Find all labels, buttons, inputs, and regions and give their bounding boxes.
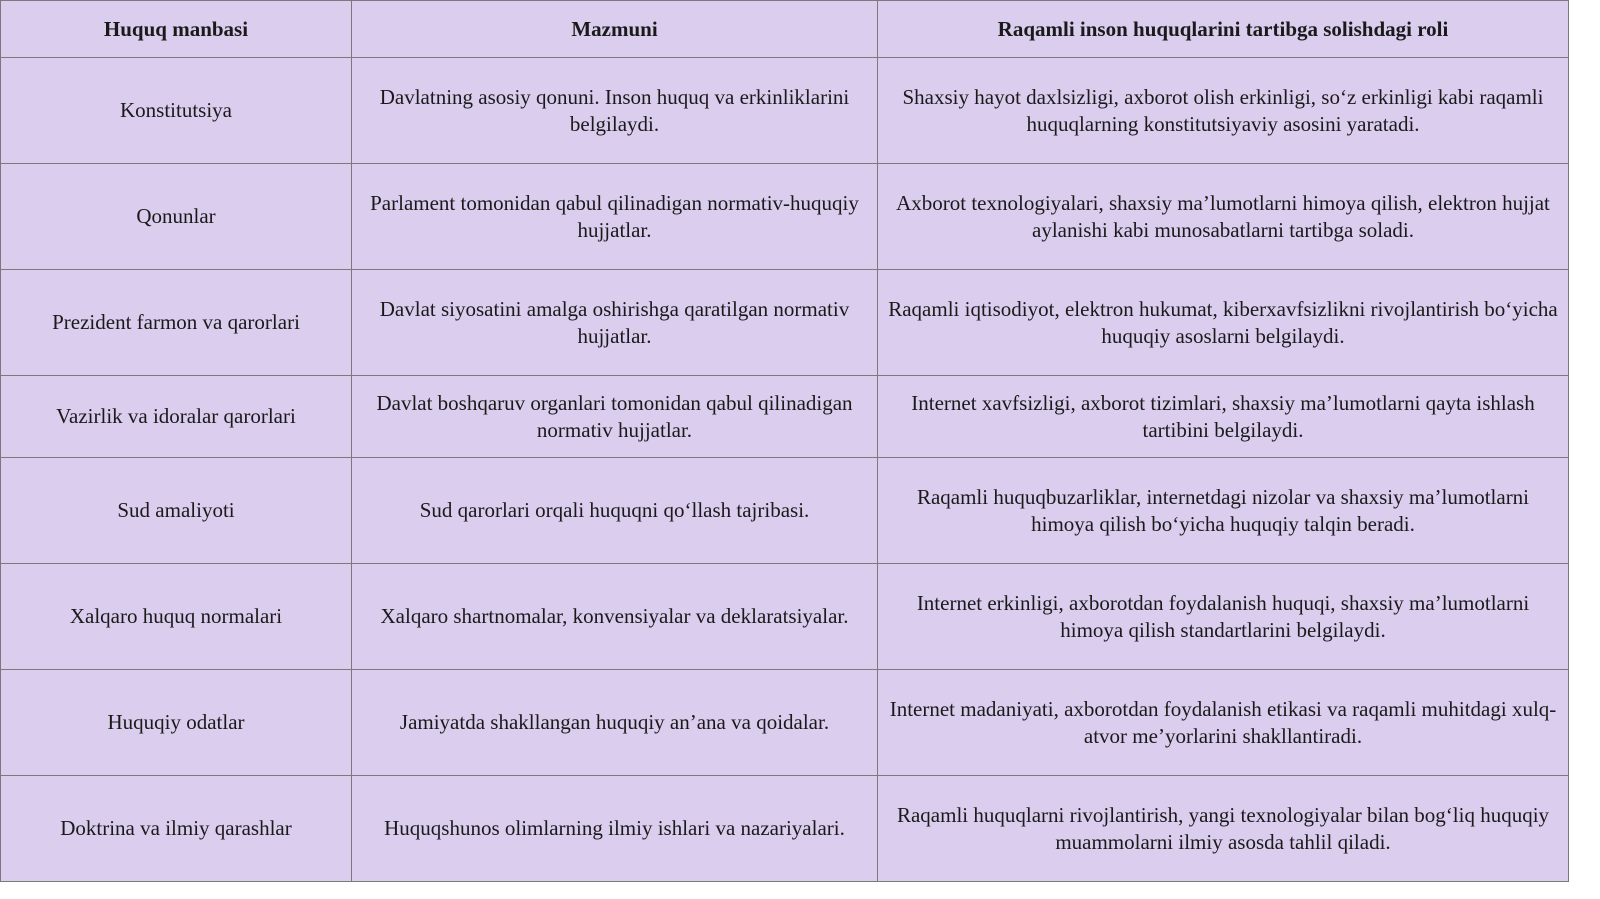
cell-content: Huquqshunos olimlarning ilmiy ishlari va nazariyalari.	[352, 776, 878, 882]
cell-content: Xalqaro shartnomalar, konvensiyalar va deklaratsiyalar.	[352, 564, 878, 670]
cell-content: Jamiyatda shakllangan huquqiy an’ana va qoidalar.	[352, 670, 878, 776]
cell-role: Internet madaniyati, axborotdan foydalanish etikasi va raqamli muhitdagi xulq-atvor me’yorlarini shakllantiradi.	[878, 670, 1569, 776]
cell-role: Shaxsiy hayot daxlsizligi, axborot olish erkinligi, so‘z erkinligi kabi raqamli huquqlarning konstitutsiyaviy asosini yaratadi.	[878, 58, 1569, 164]
cell-source: Qonunlar	[1, 164, 352, 270]
header-content: Mazmuni	[352, 1, 878, 58]
cell-source: Doktrina va ilmiy qarashlar	[1, 776, 352, 882]
cell-role: Internet xavfsizligi, axborot tizimlari, shaxsiy ma’lumotlarni qayta ishlash tartibini belgilaydi.	[878, 376, 1569, 458]
cell-content: Parlament tomonidan qabul qilinadigan normativ-huquqiy hujjatlar.	[352, 164, 878, 270]
cell-content: Davlat boshqaruv organlari tomonidan qabul qilinadigan normativ hujjatlar.	[352, 376, 878, 458]
table-row	[1, 776, 1569, 882]
cell-source: Sud amaliyoti	[1, 458, 352, 564]
cell-source: Konstitutsiya	[1, 58, 352, 164]
table-row	[1, 458, 1569, 564]
cell-role: Raqamli huquqbuzarliklar, internetdagi nizolar va shaxsiy ma’lumotlarni himoya qilish bo‘yicha huquqiy talqin beradi.	[878, 458, 1569, 564]
cell-source: Xalqaro huquq normalari	[1, 564, 352, 670]
table-row	[1, 564, 1569, 670]
cell-role: Raqamli huquqlarni rivojlantirish, yangi texnologiyalar bilan bog‘liq huquqiy muammolarni ilmiy asosda tahlil qiladi.	[878, 776, 1569, 882]
cell-source: Huquqiy odatlar	[1, 670, 352, 776]
header-source: Huquq manbasi	[1, 1, 352, 58]
cell-role: Axborot texnologiyalari, shaxsiy ma’lumotlarni himoya qilish, elektron hujjat aylanishi kabi munosabatlarni tartibga soladi.	[878, 164, 1569, 270]
table-row	[1, 376, 1569, 458]
cell-content: Davlat siyosatini amalga oshirishga qaratilgan normativ hujjatlar.	[352, 270, 878, 376]
cell-source: Prezident farmon va qarorlari	[1, 270, 352, 376]
table-row	[1, 670, 1569, 776]
cell-source: Vazirlik va idoralar qarorlari	[1, 376, 352, 458]
cell-role: Raqamli iqtisodiyot, elektron hukumat, kiberxavfsizlikni rivojlantirish bo‘yicha huquqiy asoslarni belgilaydi.	[878, 270, 1569, 376]
cell-content: Davlatning asosiy qonuni. Inson huquq va erkinliklarini belgilaydi.	[352, 58, 878, 164]
table-row	[1, 164, 1569, 270]
table-header-row	[1, 1, 1569, 58]
table-row	[1, 58, 1569, 164]
table-row	[1, 270, 1569, 376]
cell-content: Sud qarorlari orqali huquqni qo‘llash tajribasi.	[352, 458, 878, 564]
cell-role: Internet erkinligi, axborotdan foydalanish huquqi, shaxsiy ma’lumotlarni himoya qilish standartlarini belgilaydi.	[878, 564, 1569, 670]
header-role: Raqamli inson huquqlarini tartibga solishdagi roli	[878, 1, 1569, 58]
